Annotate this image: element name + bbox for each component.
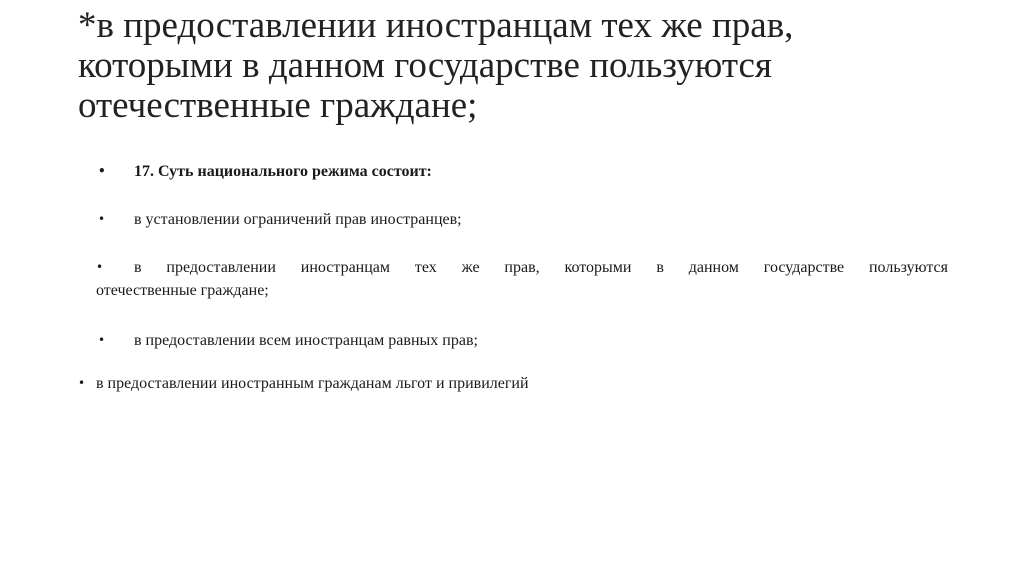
list-item-text-line-2: отечественные граждане; [96, 282, 269, 299]
slide-title-line-1: *в предоставлении иностранцам тех же прав, [78, 5, 794, 46]
bullet-icon: • [98, 212, 106, 226]
slide-title-line-2: которыми в данном государстве пользуются [78, 45, 772, 86]
bullet-icon: • [96, 260, 104, 274]
list-item-text: 17. Суть национального режима состоит: [134, 163, 432, 180]
list-item-option [98, 329, 954, 352]
bullet-icon: • [78, 376, 86, 390]
bullet-icon: • [98, 164, 106, 178]
list-item-question [98, 160, 954, 183]
list-item-text-line-1: в предоставлении иностранцам тех же прав, которыми в данном государстве пользуются [134, 259, 948, 276]
bullet-icon: • [98, 333, 106, 347]
slide-title-line-3: отечественные граждане; [78, 85, 478, 126]
list-item-text: в предоставлении всем иностранцам равных прав; [134, 332, 478, 349]
list-item-text: в установлении ограничений прав иностранцев; [134, 211, 462, 228]
list-item-text: в предоставлении иностранным гражданам льгот и привилегий [96, 375, 529, 392]
list-item-option [98, 208, 954, 231]
list-item-option [96, 256, 948, 302]
list-item-option [78, 372, 916, 395]
slide-title [78, 6, 978, 126]
